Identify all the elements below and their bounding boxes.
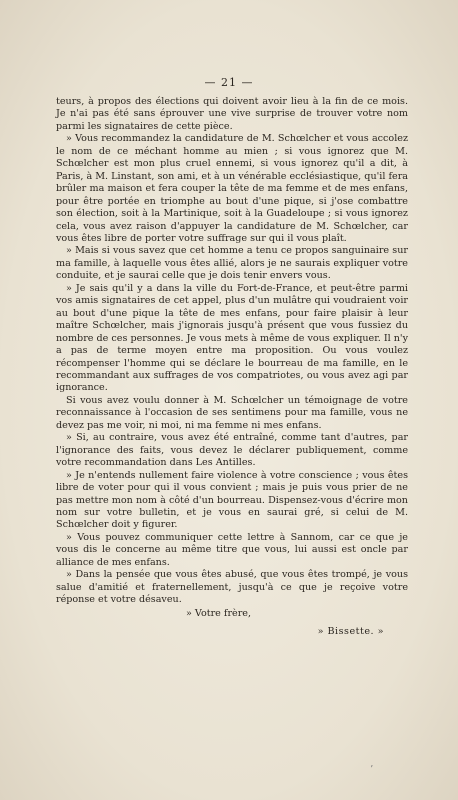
paragraph-7: » Je n'entends nullement faire violence à votre conscience ; vous êtes libre de voter pour qui il vous convient ; mais je puis vous prier de ne pas mettre mon nom à côté d'un bourreau. Dispensez-vous d'écrire mon nom sur votre bulletin, et je vous en saurai gré, si celui de M. Schœlcher doit y figurer. — [56, 469, 408, 531]
paragraph-5: Si vous avez voulu donner à M. Schœlcher un témoignage de votre reconnaissance à l'occasion de ses sentimens pour ma famille, vous ne devez pas me voir, ni moi, ni ma femme ni mes enfans. — [56, 394, 408, 431]
paragraph-9: » Dans la pensée que vous êtes abusé, que vous êtes trompé, je vous salue d'amitié et fraternellement, jusqu'à ce que je reçoive votre réponse et votre désaveu. — [56, 569, 408, 606]
paragraph-8: » Vous pouvez communiquer cette lettre à Sannom, car ce que je vous dis le concerne au même titre que vous, lui aussi est oncle par alliance de mes enfans. — [56, 531, 408, 568]
paragraph-6: » Si, au contraire, vous avez été entraîné, comme tant d'autres, par l'ignorance des faits, vous devez le déclarer publiquement, comme votre recommandation dans Les Antilles. — [56, 432, 408, 469]
closing-line: » Votre frère, — [186, 607, 252, 619]
paragraph-3: » Mais si vous savez que cet homme a tenu ce propos sanguinaire sur ma famille, à laquelle vous êtes allié, alors je ne saurais expliquer votre conduite, et je saurai celle que je dois tenir envers vous. — [56, 245, 408, 282]
ink-speck: ʼ — [370, 765, 373, 775]
signature: » Bissette. » — [317, 626, 384, 638]
letter-body — [56, 96, 408, 638]
page-number: — 21 — — [204, 76, 254, 89]
paragraph-1: teurs, à propos des élections qui doivent avoir lieu à la fin de ce mois. Je n'ai pas été sans éprouver une vive surprise de trouver votre nom parmi les signataires de cette pièce. — [56, 96, 408, 132]
paragraph-4: » Je sais qu'il y a dans la ville du Fort-de-France, et peut-être parmi vos amis signataires de cet appel, plus d'un mulâtre qui voudraient voir au bout d'une pique la tête de mes enfans, pour faire plaisir à leur maître Schœlcher, mais j'ignorais jusqu'à présent que vous fussiez du nombre de ces personnes. Je vous mets à même de vous expliquer. Il n'y a pas de terme moyen entre ma proposition. Ou vous voulez récompenser l'homme qui se déclare le bourreau de ma famille, en le recommandant aux suffrages de vos compatriotes, ou vous avez agi par ignorance. — [56, 282, 408, 394]
paragraph-2: » Vous recommandez la candidature de M. Schœlcher et vous accolez le nom de ce méchant homme au mien ; si vous ignorez que M. Schœlcher est mon plus cruel ennemi, si vous ignorez qu'il a dit, à Paris, à M. Linstant, son ami, et à un vénérable ecclésiastique, qu'il fera brûler ma maison et fera couper la tête de ma femme et de mes enfans, pour être portée en triomphe au bout d'une pique, si j'ose combattre son élection, soit à la Martinique, soit à la Guadeloupe ; si vous ignorez cela, vous avez raison d'appuyer la candidature de M. Schœlcher, car vous êtes libre de porter votre suffrage sur qui il vous plaît. — [56, 133, 408, 244]
